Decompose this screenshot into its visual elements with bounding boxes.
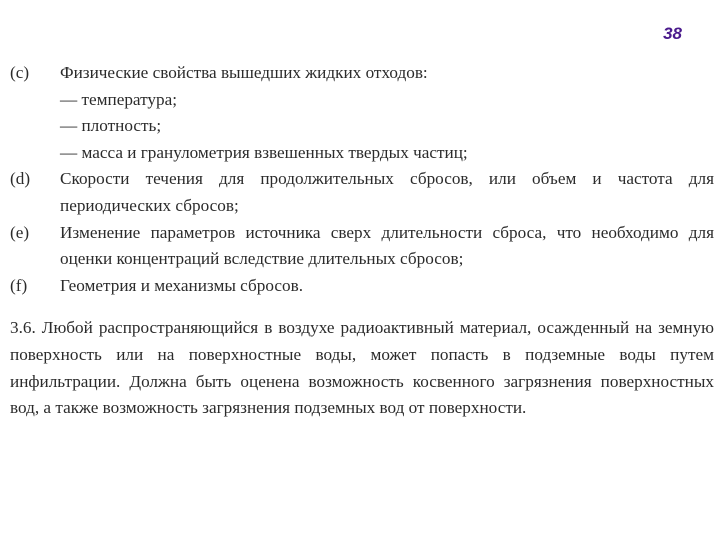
section-number: 3.6. [10,318,36,338]
list-marker: (f) [10,275,28,295]
list-item-e [10,220,714,273]
list-marker: (c) [10,63,30,82]
list-item-text: Скорости течения для продолжительных сбросов, или объем и частота для периодических сбросов; [60,169,714,215]
sub-item-density: — плотность; [60,116,162,136]
list-marker: (d) [10,169,31,189]
list-item-text: Изменение параметров источника сверх длительности сброса, что необходимо для оценки концентраций вследствие длительных сбросов; [60,222,714,269]
list-item-d [10,166,714,219]
list-marker: (e) [10,222,30,242]
list-item-f [10,273,714,300]
document-body [10,60,714,422]
sub-item-temperature: — температура; [60,89,177,109]
section-text: Любой распространяющийся в воздухе радиоактивный материал, осажденный на земную поверхность или на поверхностные воды, может попасть в подземные воды путем инфильтрации. Должна быть оценена возможность косвенного загрязнения поверхностных вод, а также возможность загрязнения подземных вод от поверхности. [10,318,715,418]
sub-item-mass-granulometry: — масса и гранулометрия взвешенных твердых частиц; [60,142,468,162]
page-number: 38 [663,24,682,43]
list-item-c [10,60,714,166]
list-item-text: Геометрия и механизмы сбросов. [60,275,304,295]
list-item-text: Физические свойства вышедших жидких отходов: [60,63,428,82]
section-paragraph [10,315,714,421]
